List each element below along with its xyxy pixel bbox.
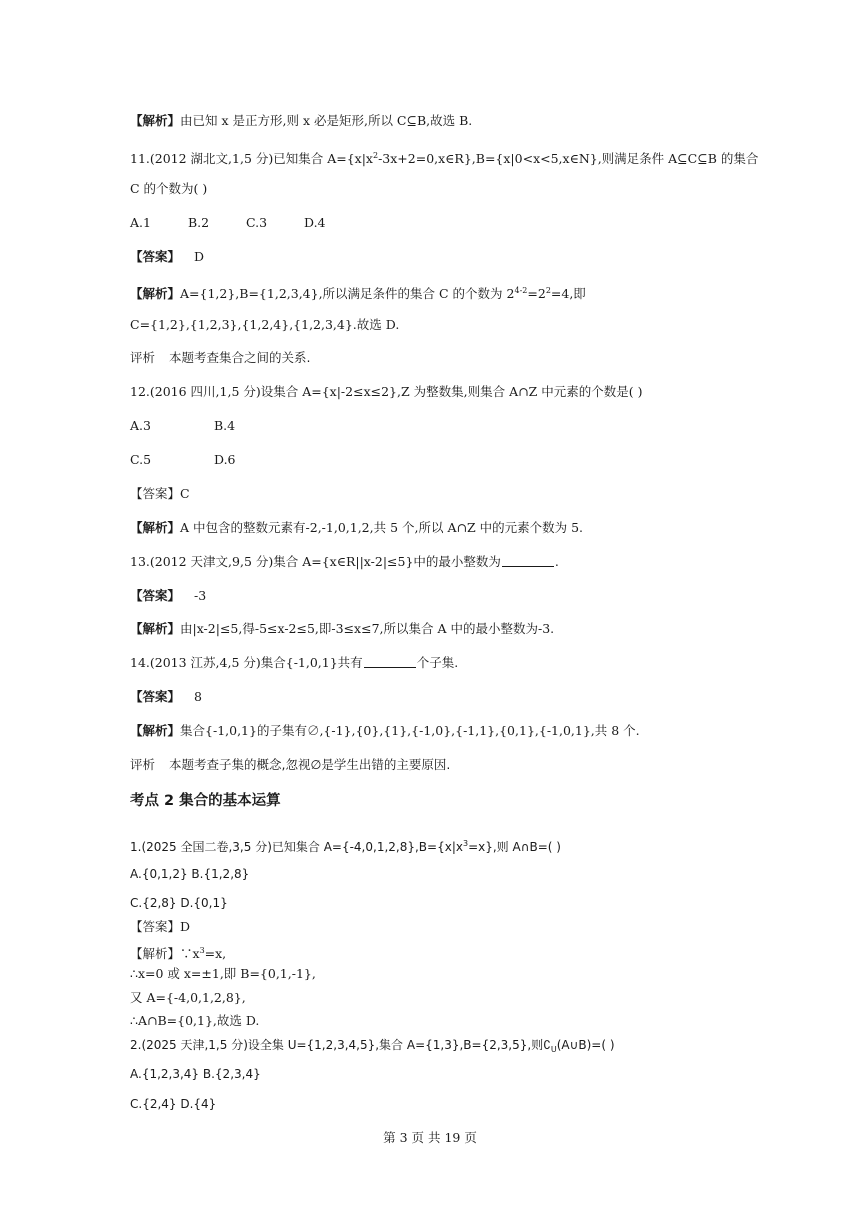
- explanation-line: 【解析】∵x3=x,: [130, 946, 227, 961]
- question-11-stem: 11.(2012 湖北文,1,5 分)已知集合 A={x|x2-3x+2=0,x∈R},B={x|0<x<5,x∈N},则满足条件 A⊆C⊆B 的集合: [130, 151, 759, 166]
- explanation-line-cont: ∴x=0 或 x=±1,即 B={0,1,-1},: [130, 966, 316, 981]
- explanation-line-cont: 又 A={-4,0,1,2,8},: [130, 990, 246, 1005]
- explanation-text: 由已知 x 是正方形,则 x 必是矩形,所以 C⊆B,故选 B.: [180, 113, 473, 128]
- answer-line: 【答案】D: [130, 919, 191, 934]
- explanation-line: 【解析】A 中包含的整数元素有-2,-1,0,1,2,共 5 个,所以 A∩Z 中的元素个数为 5.: [130, 520, 584, 535]
- explanation-tag: 【解析】: [130, 113, 181, 128]
- explanation-line: 【解析】集合{-1,0,1}的子集有∅,{-1},{0},{1},{-1,0},{-1,1},{0,1},{-1,0,1},共 8 个.: [130, 723, 640, 738]
- problem-1-options-row1: A.{0,1,2} B.{1,2,8}: [130, 867, 250, 881]
- option-b: B.2: [188, 215, 210, 230]
- question-11-options: [130, 215, 326, 231]
- option-a: A.1: [130, 215, 151, 230]
- answer-line: 【答案】C: [130, 486, 190, 501]
- section-title: 考点 2 集合的基本运算: [130, 793, 281, 809]
- problem-2-options-row2: C.{2,4} D.{4}: [130, 1097, 217, 1111]
- evaluation-line: 评析 本题考查集合之间的关系.: [130, 350, 311, 365]
- fill-blank: [502, 554, 554, 567]
- question-13-stem: 13.(2012 天津文,9,5 分)集合 A={x∈R||x-2|≤5}中的最小整数为 .: [130, 554, 559, 569]
- question-12-options-row1: A.3 B.4: [130, 418, 236, 433]
- answer-line: [130, 249, 204, 265]
- question-14-stem: 14.(2013 江苏,4,5 分)集合{-1,0,1}共有 个子集.: [130, 655, 459, 670]
- evaluation-line: 评析 本题考查子集的概念,忽视∅是学生出错的主要原因.: [130, 757, 451, 772]
- option-d: D.4: [304, 215, 326, 230]
- explanation-line-cont: C={1,2},{1,2,3},{1,2,4},{1,2,3,4}.故选 D.: [130, 317, 400, 332]
- explanation-line: 【解析】A={1,2},B={1,2,3,4},所以满足条件的集合 C 的个数为 24-2=22=4,即: [130, 286, 586, 301]
- option-c: C.3: [246, 215, 268, 230]
- question-11-stem-cont: C 的个数为( ): [130, 181, 208, 196]
- answer-tag: 【答案】: [130, 249, 181, 264]
- problem-2-options-row1: A.{1,2,3,4} B.{2,3,4}: [130, 1067, 261, 1081]
- problem-1-stem: 1.(2025 全国二卷,3,5 分)已知集合 A={-4,0,1,2,8},B={x|x3=x},则 A∩B=( ): [130, 839, 561, 854]
- problem-1-options-row2: C.{2,8} D.{0,1}: [130, 896, 228, 910]
- explanation-line: 【解析】由|x-2|≤5,得-5≤x-2≤5,即-3≤x≤7,所以集合 A 中的最小整数为-3.: [130, 621, 555, 636]
- answer-line: 【答案】 -3: [130, 588, 207, 603]
- answer-value: D: [194, 249, 205, 264]
- question-12-options-row2: C.5 D.6: [130, 452, 236, 467]
- answer-line: 【答案】 8: [130, 689, 202, 704]
- explanation-line: [130, 113, 472, 129]
- problem-2-stem: 2.(2025 天津,1,5 分)设全集 U={1,2,3,4,5},集合 A={1,3},B={2,3,5},则∁U(A∪B)=( ): [130, 1038, 615, 1054]
- question-12-stem: 12.(2016 四川,1,5 分)设集合 A={x|-2≤x≤2},Z 为整数集,则集合 A∩Z 中元素的个数是( ): [130, 384, 643, 399]
- fill-blank: [364, 655, 416, 668]
- explanation-line-cont: ∴A∩B={0,1},故选 D.: [130, 1013, 260, 1028]
- page-footer: 第 3 页 共 19 页: [383, 1130, 477, 1145]
